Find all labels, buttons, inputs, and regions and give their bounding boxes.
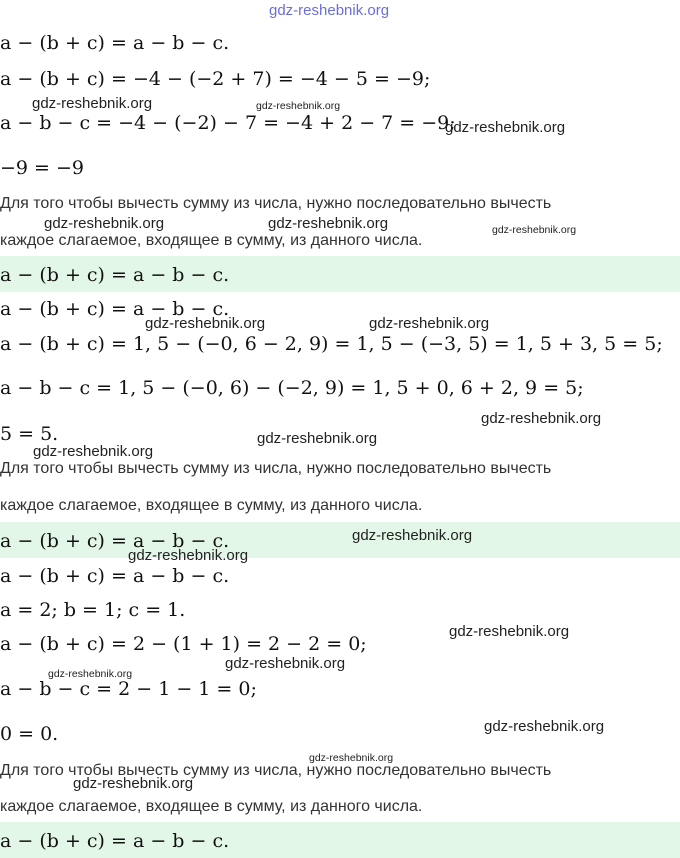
equation-line: 5 = 5. bbox=[0, 423, 59, 445]
watermark: gdz-reshebnik.org bbox=[449, 623, 570, 640]
watermark: gdz-reshebnik.org bbox=[33, 443, 154, 460]
equation-line: a − (b + c) = a − b − c. bbox=[0, 298, 230, 320]
equation-line: a − b − c = 1, 5 − (−0, 6) − (−2, 9) = 1, 5 + 0, 6 + 2, 9 = 5; bbox=[0, 377, 584, 399]
watermark: gdz-reshebnik.org bbox=[369, 315, 490, 332]
equation-line: −9 = −9 bbox=[0, 157, 85, 179]
watermark: gdz-reshebnik.org bbox=[225, 655, 346, 672]
equation-line: a − (b + c) = 2 − (1 + 1) = 2 − 2 = 0; bbox=[0, 633, 367, 655]
equation-line: a − (b + c) = a − b − c. bbox=[0, 32, 230, 54]
rule-formula: a − (b + c) = a − b − c. bbox=[0, 264, 230, 286]
watermark: gdz-reshebnik.org bbox=[481, 410, 602, 427]
watermark-top: gdz-reshebnik.org bbox=[269, 2, 390, 19]
equation-line: a − b − c = 2 − 1 − 1 = 0; bbox=[0, 678, 257, 700]
watermark: gdz-reshebnik.org bbox=[309, 752, 394, 764]
rule-formula: a − (b + c) = a − b − c. bbox=[0, 530, 230, 552]
watermark: gdz-reshebnik.org bbox=[256, 100, 341, 112]
rule-formula: a − (b + c) = a − b − c. bbox=[0, 830, 230, 852]
equation-line: a − (b + c) = 1, 5 − (−0, 6 − 2, 9) = 1, 5 − (−3, 5) = 1, 5 + 3, 5 = 5; bbox=[0, 333, 663, 355]
watermark: gdz-reshebnik.org bbox=[44, 215, 165, 232]
equation-line: a − (b + c) = −4 − (−2 + 7) = −4 − 5 = −9; bbox=[0, 68, 431, 90]
watermark: gdz-reshebnik.org bbox=[145, 315, 266, 332]
rule-text-line: каждое слагаемое, входящее в сумму, из данного числа. bbox=[0, 232, 423, 249]
watermark: gdz-reshebnik.org bbox=[73, 775, 194, 792]
watermark: gdz-reshebnik.org bbox=[32, 95, 153, 112]
equation-line: a − b − c = −4 − (−2) − 7 = −4 + 2 − 7 = −9; bbox=[0, 112, 456, 134]
watermark: gdz-reshebnik.org bbox=[268, 215, 389, 232]
rule-text-line: каждое слагаемое, входящее в сумму, из данного числа. bbox=[0, 497, 423, 514]
watermark: gdz-reshebnik.org bbox=[352, 527, 473, 544]
rule-text-line: Для того чтобы вычесть сумму из числа, нужно последовательно вычесть bbox=[0, 195, 552, 212]
watermark: gdz-reshebnik.org bbox=[48, 668, 133, 680]
rule-text-line: Для того чтобы вычесть сумму из числа, нужно последовательно вычесть bbox=[0, 460, 552, 477]
equation-line: 0 = 0. bbox=[0, 723, 59, 745]
watermark: gdz-reshebnik.org bbox=[257, 430, 378, 447]
watermark: gdz-reshebnik.org bbox=[445, 119, 566, 136]
rule-text-line: Для того чтобы вычесть сумму из числа, нужно последовательно вычесть bbox=[0, 762, 552, 779]
rule-text-line: каждое слагаемое, входящее в сумму, из данного числа. bbox=[0, 798, 423, 815]
watermark: gdz-reshebnik.org bbox=[492, 224, 577, 236]
watermark: gdz-reshebnik.org bbox=[484, 718, 605, 735]
watermark: gdz-reshebnik.org bbox=[128, 547, 249, 564]
equation-line: a − (b + c) = a − b − c. bbox=[0, 565, 230, 587]
equation-line: a = 2; b = 1; c = 1. bbox=[0, 599, 186, 621]
